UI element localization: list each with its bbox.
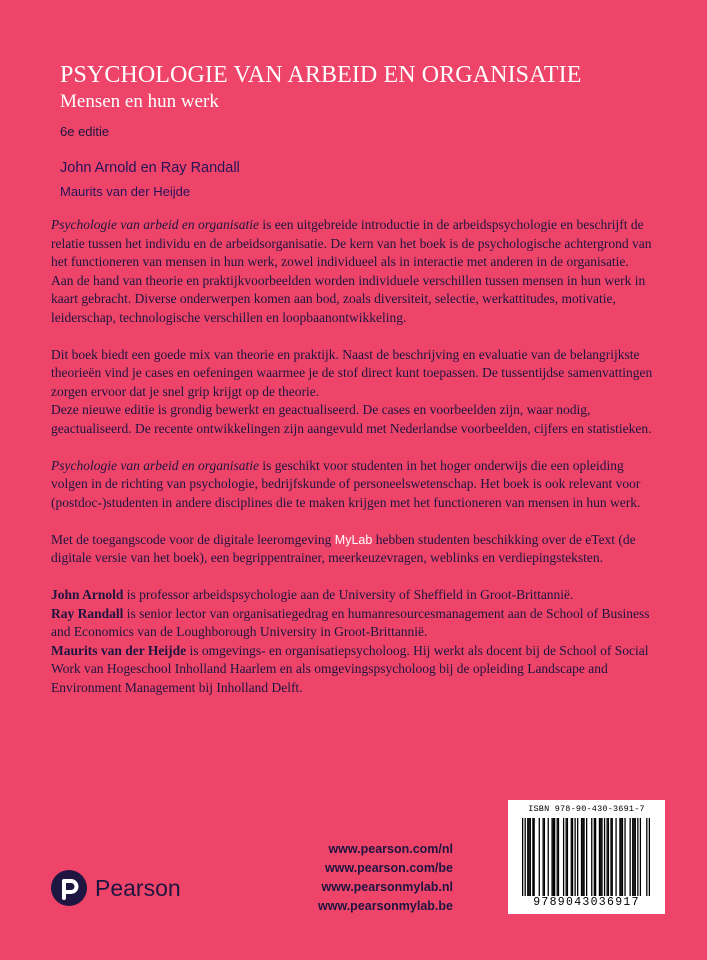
book-title: PSYCHOLOGIE VAN ARBEID EN ORGANISATIE	[60, 62, 582, 88]
bios	[51, 586, 661, 697]
publisher-name: Pearson	[95, 874, 181, 901]
bio-arnold	[51, 586, 661, 605]
bio-arnold-name: John Arnold	[51, 587, 124, 602]
back-cover-text	[51, 216, 661, 716]
isbn-label: ISBN 978-90-430-3691-7	[528, 804, 645, 814]
book-subtitle: Mensen en hun werk	[60, 91, 219, 112]
bio-heijde	[51, 642, 661, 698]
bio-heijde-text: is omgevings- en organisatiepsycholoog. Hij werkt als docent bij de School of Social Work van Hogeschool Inholland Haarlem en als omgevingspsycholoog bij de opleiding Landscape and Environment Management bij Inholland Delft.	[51, 642, 649, 695]
link-pearson-be[interactable]: www.pearson.com/be	[324, 861, 453, 875]
pearson-p-icon	[51, 870, 87, 906]
link-pearsonmylab-be[interactable]: www.pearsonmylab.be	[318, 899, 453, 913]
audience-text: is geschikt voor studenten in het hoger onderwijs die een opleiding volgen in de richting van psychologie, bedrijfskunde of personeelswetenschap. Het boek is ook relevant voor (postdoc-)studenten in andere disciplines die te maken krijgen met het functioneren van mensen in hun werk.	[51, 457, 641, 510]
website-links	[283, 840, 453, 916]
edition-text: Deze nieuwe editie is grondig bewerkt en geactualiseerd. De cases en voorbeelden zijn, waar nodig, geactualiseerd. De recente ontwikkelingen zijn aangevuld met Nederlandse voorbeelden, cijfers en statistieken.	[51, 402, 652, 436]
bio-randall-text: is senior lector van organisatiegedrag en humanresourcesmanagement aan de School of Business and Economics van de Loughborough University in Groot-Brittannië.	[51, 605, 650, 639]
isbn-digits: 9789043036917	[533, 896, 640, 909]
book-title-italic-2: Psychologie van arbeid en organisatie	[51, 457, 259, 473]
link-pearson-nl[interactable]: www.pearson.com/nl	[328, 842, 453, 856]
intro-text: is een uitgebreide introductie in de arbeidspsychologie en beschrijft de relatie tussen het individu en de arbeidsorganisatie. De kern van het boek is de psychologische achtergrond van het functioneren van mensen in hun werk, zowel individueel als in interactie met anderen in de organisatie.	[51, 217, 652, 269]
bio-randall-name: Ray Randall	[51, 605, 124, 621]
pearson-logo	[51, 870, 181, 906]
translator: Maurits van der Heijde	[60, 184, 191, 199]
barcode-icon	[522, 818, 651, 896]
bio-heijde-name: Maurits van der Heijde	[51, 642, 187, 658]
book-title-italic: Psychologie van arbeid en organisatie	[51, 217, 259, 232]
bio-arnold-text: is professor arbeidspsychologie aan de University of Sheffield in Groot-Brittannië.	[123, 587, 574, 602]
audience-paragraph	[51, 457, 661, 513]
mylab-text-b: hebben studenten beschikking over de eText (de digitale versie van het boek), een begrippentrainer, meerkeuzevragen, weblinks en verdiepingsteksten.	[51, 531, 636, 565]
intro-paragraph	[51, 216, 661, 327]
barcode-box	[508, 800, 665, 914]
mix-text: Dit boek biedt een goede mix van theorie en praktijk. Naast de beschrijving en evaluatie van de belangrijkste theorieën vind je cases en oefeningen waarmee je de stof direct kunt toepassen. De tussentijdse samenvattingen zorgen ervoor dat je snel grip krijgt op de theorie.	[51, 346, 653, 399]
authors: John Arnold en Ray Randall	[60, 160, 240, 176]
mylab-brand: MyLab	[334, 532, 373, 547]
mylab-paragraph	[51, 531, 661, 568]
intro-text-2: Aan de hand van theorie en praktijkvoorbeelden worden individuele verschillen tussen mensen in hun werk in kaart gebracht. Diverse onderwerpen komen aan bod, zoals diversiteit, selectie, werkattitudes, motivatie, leiderschap, technologische verschillen en loopbaanontwikkeling.	[51, 272, 646, 325]
edition-label: 6e editie	[60, 124, 110, 139]
mix-paragraph	[51, 346, 661, 439]
link-pearsonmylab-nl[interactable]: www.pearsonmylab.nl	[321, 880, 453, 894]
mylab-text-a: Met de toegangscode voor de digitale leeromgeving	[51, 531, 335, 547]
bio-randall	[51, 605, 661, 642]
